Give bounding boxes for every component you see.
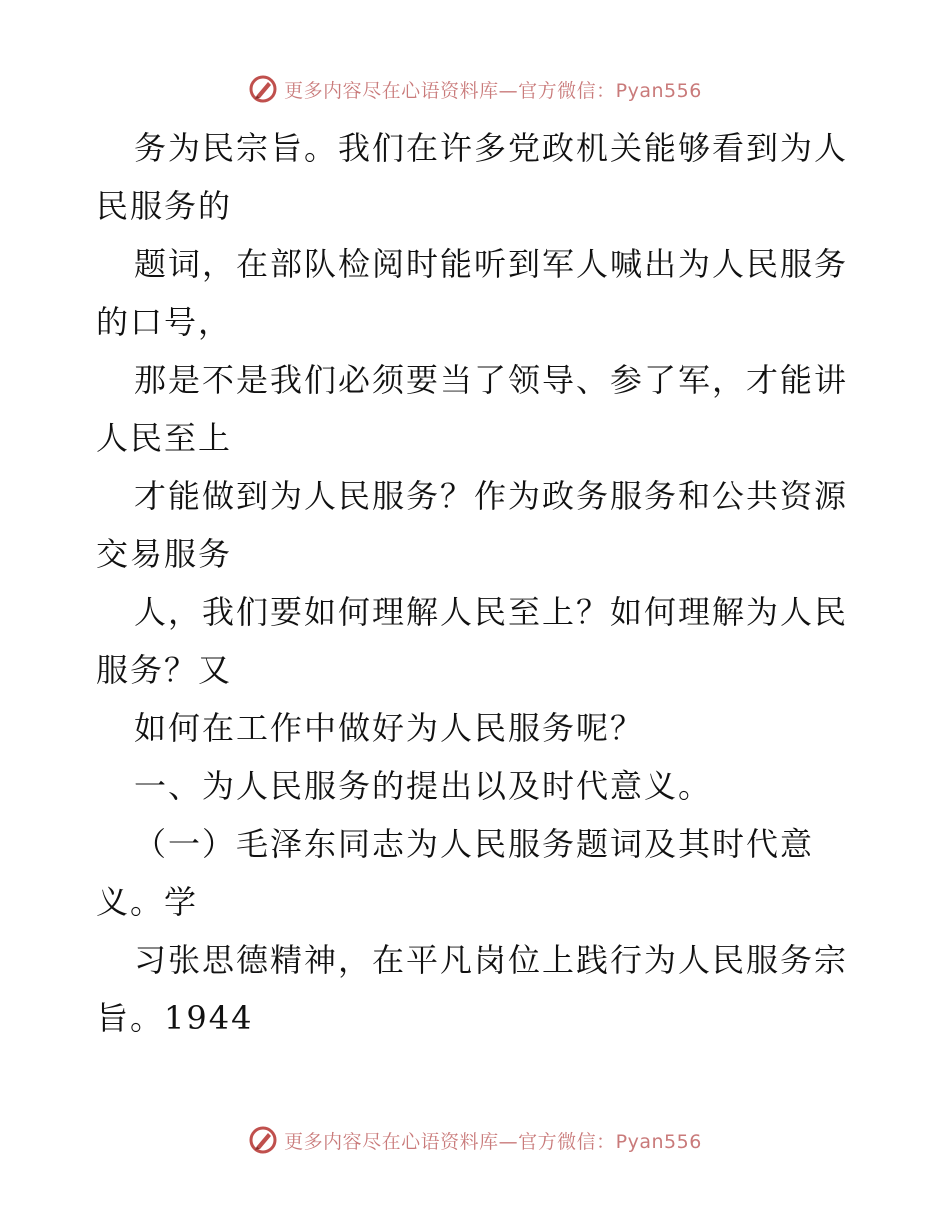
banner-text: 更多内容尽在心语资料库—官方微信：Pyan556 [284, 79, 702, 102]
text-line: 的口号， [96, 303, 233, 341]
text-line: 服务？又 [96, 651, 233, 689]
text-line: 义。学 [96, 883, 199, 921]
banner-text: 更多内容尽在心语资料库—官方微信：Pyan556 [284, 1130, 702, 1153]
text-line: 交易服务 [96, 535, 233, 573]
subsection-heading: （一）毛泽东同志为人民服务题词及其时代意 [134, 825, 815, 863]
text-line: 才能做到为人民服务？作为政务服务和公共资源 [134, 477, 849, 515]
pen-logo-icon [248, 1125, 278, 1155]
text-line: 人，我们要如何理解人民至上？如何理解为人民 [134, 593, 849, 631]
text-line: 旨。1944 [96, 999, 254, 1037]
text-line: 民服务的 [96, 187, 233, 225]
header-banner [0, 72, 950, 106]
text-line: 务为民宗旨。我们在许多党政机关能够看到为人 [134, 129, 849, 167]
text-line: 习张思德精神，在平凡岗位上践行为人民服务宗 [134, 941, 849, 979]
section-heading: 一、为人民服务的提出以及时代意义。 [134, 767, 713, 805]
text-line: 那是不是我们必须要当了领导、参了军，才能讲 [134, 361, 849, 399]
text-line: 题词，在部队检阅时能听到军人喊出为人民服务 [134, 245, 849, 283]
text-line: 如何在工作中做好为人民服务呢？ [134, 709, 645, 747]
pen-logo-icon [248, 74, 278, 104]
text-line: 人民至上 [96, 419, 233, 457]
footer-banner [0, 1123, 950, 1157]
